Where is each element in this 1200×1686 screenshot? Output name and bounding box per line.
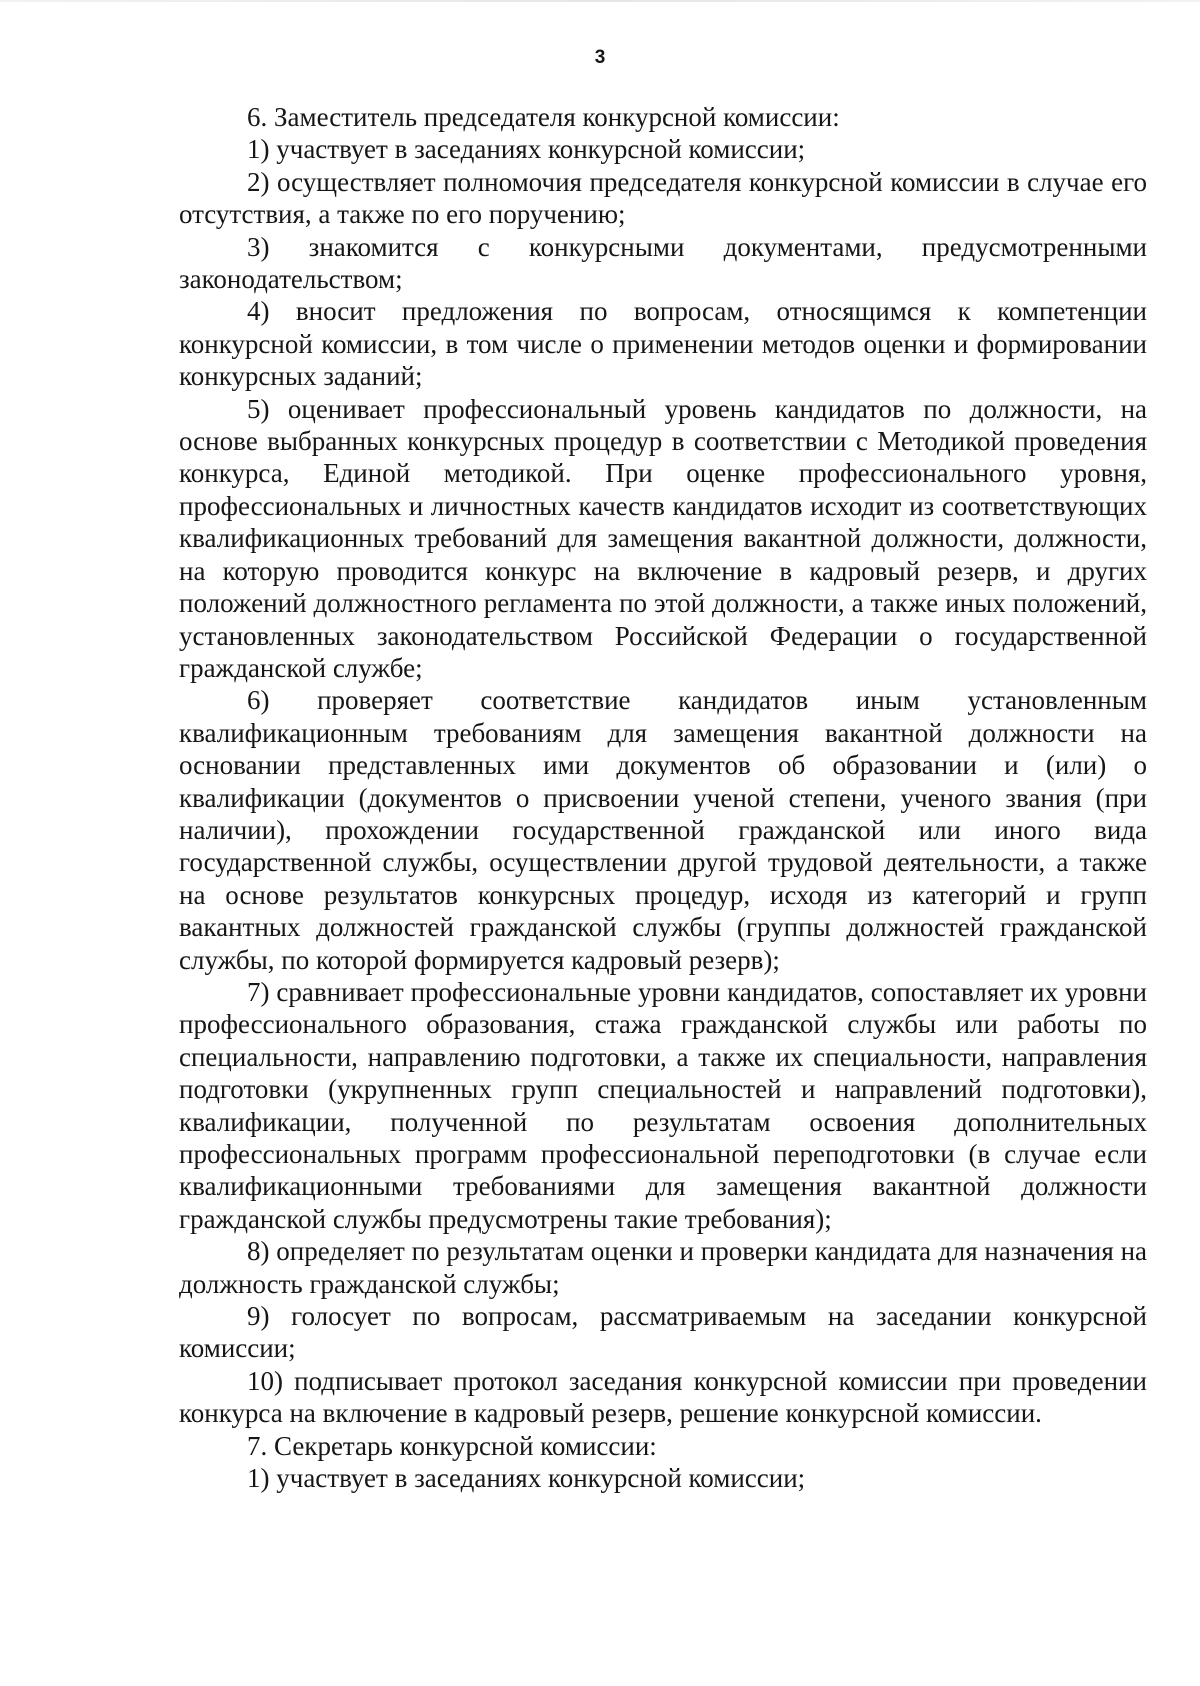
list-item: 7) сравнивает профессиональные уровни кандидатов, сопоставляет их уровни профессионального образования, стажа гражданской службы или работы по специальности, направлению подготовки, а также их специальности, направления подготовки (укрупненных групп специальностей и направлений подготовки), квалификации, полученной по результатам освоения дополнительных профессиональных программ профессиональной переподготовки (в случае если квалификационными требованиями для замещения вакантной должности гражданской службы предусмотрены такие требования); bbox=[179, 976, 1147, 1234]
page-number: 3 bbox=[594, 47, 606, 68]
list-item: 1) участвует в заседаниях конкурсной комиссии; bbox=[247, 1463, 806, 1494]
list-item: 2) осуществляет полномочия председателя конкурсной комиссии в случае его отсутствия, а также по его поручению; bbox=[179, 166, 1147, 230]
list-item: 5) оценивает профессиональный уровень кандидатов по должности, на основе выбранных конкурсных процедур в соответствии с Методикой проведения конкурса, Единой методикой. При оценке профессионального уровня, профессиональных и личностных качеств кандидатов исходит из соответствующих квалификационных требований для замещения вакантной должности, должности, на которую проводится конкурс на включение в кадровый резерв, и других положений должностного регламента по этой должности, а также иных положений, установленных законодательством Российской Федерации о государственной гражданской службе; bbox=[179, 393, 1147, 683]
section-heading-secretary: 7. Секретарь конкурсной комиссии: bbox=[247, 1430, 657, 1461]
list-item: 10) подписывает протокол заседания конкурсной комиссии при проведении конкурса на включение в кадровый резерв, решение конкурсной комиссии. bbox=[179, 1365, 1147, 1429]
list-item: 6) проверяет соответствие кандидатов иным установленным квалификационным требованиям для замещения вакантной должности на основании представленных ими документов об образовании и (или) о квалификации (документов о присвоении ученой степени, ученого звания (при наличии), прохождении государственной гражданской или иного вида государственной службы, осуществлении другой трудовой деятельности, а также на основе результатов конкурсных процедур, исходя из категорий и групп вакантных должностей гражданской службы (группы должностей гражданской службы, по которой формируется кадровый резерв); bbox=[179, 685, 1147, 975]
section-heading-deputy-chairman: 6. Заместитель председателя конкурсной комиссии: bbox=[247, 102, 840, 132]
list-item: 4) вносит предложения по вопросам, относящимся к компетенции конкурсной комиссии, в том числе о применении методов оценки и формировании конкурсных заданий; bbox=[179, 296, 1147, 392]
list-item: 8) определяет по результатам оценки и проверки кандидата для назначения на должность гражданской службы; bbox=[179, 1236, 1147, 1299]
document-body bbox=[179, 101, 1147, 1494]
scan-edge-divider bbox=[0, 0, 1200, 2]
list-item: 9) голосует по вопросам, рассматриваемым на заседании конкурсной комиссии; bbox=[179, 1301, 1147, 1364]
list-item: 3) знакомится с конкурсными документами, предусмотренными законодательством; bbox=[179, 231, 1147, 295]
list-item: 1) участвует в заседаниях конкурсной комиссии; bbox=[247, 134, 806, 165]
